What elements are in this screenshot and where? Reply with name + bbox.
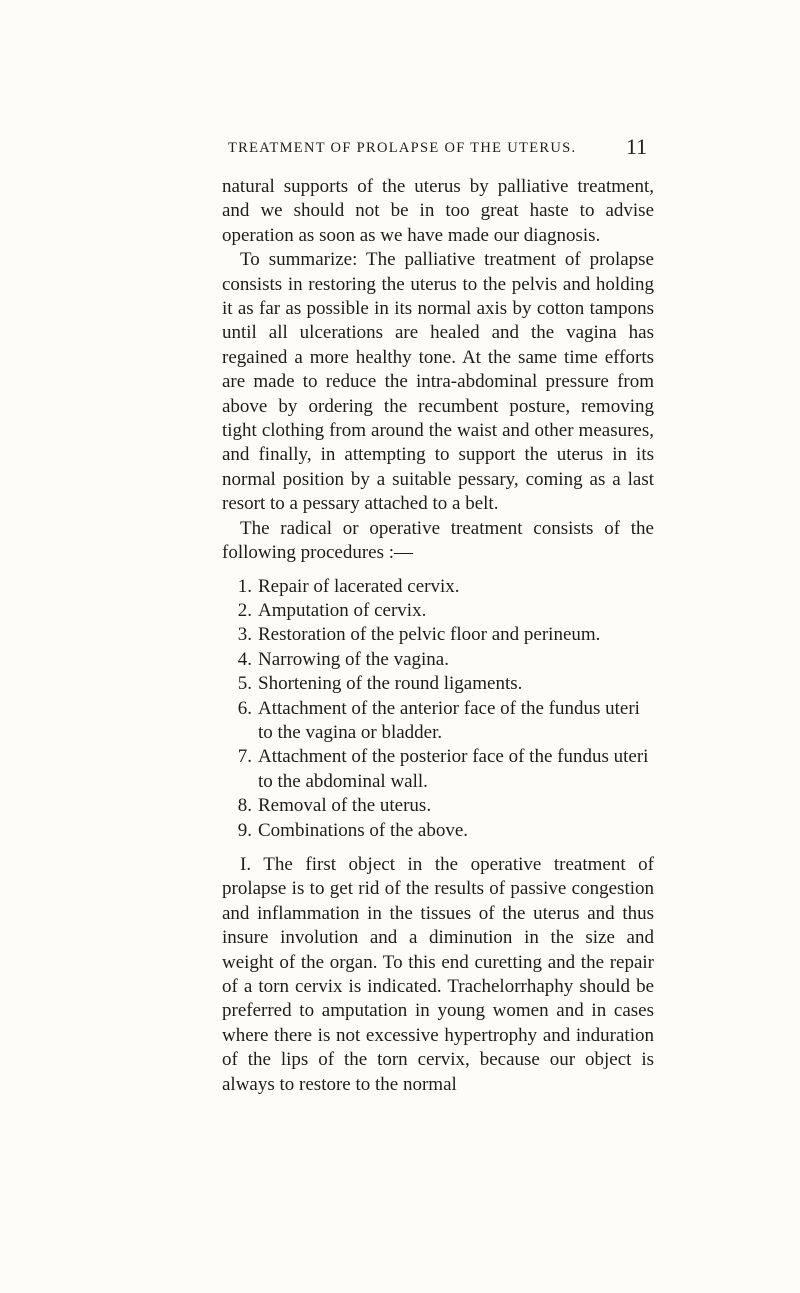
list-text: Amputation of cervix.: [258, 599, 427, 621]
list-item: [222, 819, 654, 843]
list-item: [222, 599, 654, 623]
list-text: Combinations of the above.: [258, 819, 469, 841]
list-text: Narrowing of the vagina.: [258, 648, 449, 670]
list-item: [222, 745, 654, 794]
list-item: [222, 648, 654, 672]
page-number: 11: [626, 134, 648, 159]
list-item: [222, 697, 654, 746]
list-text: Attachment of the anterior face of the fundus uteri to the vagina or bladder.: [258, 697, 640, 743]
paragraph-continuation: natural supports of the uterus by palliative treatment, and we should not be in too great haste to advise operation as soon as we have made our diagnosis.: [222, 176, 654, 246]
section-text: The first object in the operative treatment of prolapse is to get rid of the results of passive congestion and inflammation in the tissues of the uterus and thus insure involution and a diminution in the size and weight of the organ. To this end curetting and the repair of a torn cervix is indicated. Trachelorrhaphy should be preferred to amputation in young women and in cases where there is not excessive hypertrophy and induration of the lips of the torn cervix, because our object is always to restore to the normal: [222, 853, 654, 1095]
list-text: Removal of the uterus.: [258, 795, 432, 817]
list-item: [222, 575, 654, 599]
list-number: 7.: [237, 746, 252, 768]
list-number: 6.: [237, 697, 252, 719]
list-number: 2.: [237, 599, 252, 621]
paragraph-summary: To summarize: The palliative treatment of prolapse consists in restoring the uterus to the pelvis and holding it as far as possible in its normal axis by cotton tampons until all ulcerations are healed and the vagina has regained a more healthy tone. At the same time efforts are made to reduce the intra-abdominal pressure from above by ordering the recumbent posture, removing tight clothing from around the waist and other measures, and finally, in attempting to support the uterus in its normal position by a suitable pessary, coming as a last resort to a pessary attached to a belt.: [222, 249, 654, 515]
list-number: 8.: [237, 795, 252, 817]
list-number: 5.: [237, 673, 252, 695]
list-text: Repair of lacerated cervix.: [258, 575, 460, 597]
section-number: I.: [240, 853, 252, 875]
list-item: [222, 623, 654, 647]
list-item: [222, 672, 654, 696]
list-item: [222, 794, 654, 818]
running-title: TREATMENT OF PROLAPSE OF THE UTERUS.: [228, 140, 577, 156]
paragraph-section-i: [222, 853, 654, 1097]
list-number: 1.: [237, 575, 252, 597]
list-number: 4.: [237, 648, 252, 670]
page-body: [222, 175, 654, 1097]
list-text: Restoration of the pelvic floor and perineum.: [258, 624, 601, 646]
list-text: Attachment of the posterior face of the fundus uteri to the abdominal wall.: [258, 746, 649, 792]
procedures-list: [222, 575, 654, 843]
list-number: 9.: [237, 819, 252, 841]
list-text: Shortening of the round ligaments.: [258, 673, 523, 695]
list-number: 3.: [237, 624, 252, 646]
paragraph-operative-intro: The radical or operative treatment consists of the following procedures :—: [222, 517, 654, 564]
